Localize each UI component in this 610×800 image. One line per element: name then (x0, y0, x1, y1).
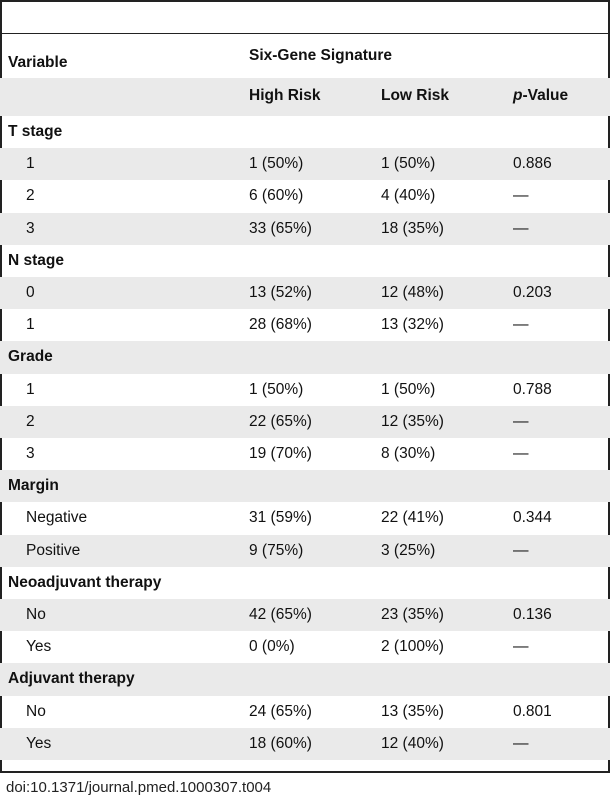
p-value-cell: — (513, 541, 529, 559)
section-title: Adjuvant therapy (8, 670, 135, 688)
row-label: Yes (26, 638, 52, 656)
high-risk-cell: 22 (65%) (249, 412, 312, 430)
high-risk-cell: 13 (52%) (249, 284, 312, 301)
p-value-cell: 0.801 (513, 702, 552, 720)
row-label: 2 (26, 412, 35, 430)
doi-caption: doi:10.1371/journal.pmed.1000307.t004 (6, 779, 272, 796)
table-row (0, 277, 610, 309)
header-high-risk: High Risk (249, 87, 321, 104)
high-risk-cell: 6 (60%) (249, 187, 304, 205)
header-low-risk: Low Risk (381, 87, 450, 104)
table-row (0, 180, 610, 212)
p-value-cell: — (513, 219, 529, 237)
table-row (0, 535, 610, 567)
table-row (0, 438, 610, 470)
low-risk-cell: 2 (100%) (381, 638, 444, 656)
low-risk-cell: 1 (50%) (381, 380, 436, 398)
p-value-cell: — (513, 445, 529, 462)
row-label: No (26, 702, 46, 720)
section-header-row (0, 663, 610, 695)
row-label: No (26, 606, 46, 623)
high-risk-cell: 1 (50%) (249, 155, 304, 173)
table-row (0, 309, 610, 341)
table-row (0, 406, 610, 438)
high-risk-cell: 1 (50%) (249, 380, 304, 398)
high-risk-cell: 33 (65%) (249, 219, 312, 237)
low-risk-cell: 1 (50%) (381, 155, 436, 173)
section-title: Grade (8, 348, 53, 366)
table-row (0, 213, 610, 245)
low-risk-cell: 3 (25%) (381, 541, 436, 559)
p-value-cell: — (513, 734, 529, 752)
table-row (0, 728, 610, 760)
table-row (0, 148, 610, 180)
section-header-row (0, 116, 610, 148)
section-title: T stage (8, 123, 63, 140)
low-risk-cell: 12 (40%) (381, 734, 444, 752)
low-risk-cell: 22 (41%) (381, 509, 444, 527)
low-risk-cell: 13 (32%) (381, 316, 444, 334)
row-label: 3 (26, 219, 35, 237)
table-row (0, 599, 610, 631)
low-risk-cell: 18 (35%) (381, 219, 444, 237)
table-row (0, 502, 610, 534)
high-risk-cell: 0 (0%) (249, 638, 295, 656)
row-label: 2 (26, 187, 35, 205)
high-risk-cell: 19 (70%) (249, 445, 312, 462)
p-value-cell: — (513, 187, 529, 205)
section-header-row (0, 245, 610, 277)
header-row-1 (0, 34, 610, 78)
table-row (0, 631, 610, 663)
header-p-italic: p (513, 87, 523, 104)
high-risk-cell: 28 (68%) (249, 316, 312, 334)
section-title: Neoadjuvant therapy (8, 573, 162, 591)
row-label: 3 (26, 445, 35, 462)
header-p-value (513, 87, 568, 105)
low-risk-cell: 8 (30%) (381, 445, 436, 462)
section-title: N stage (8, 251, 64, 269)
high-risk-cell: 9 (75%) (249, 541, 304, 559)
low-risk-cell: 23 (35%) (381, 606, 444, 623)
section-title: Margin (8, 477, 59, 495)
header-variable: Variable (8, 54, 68, 71)
p-value-cell: — (513, 638, 529, 656)
section-header-row (0, 470, 610, 502)
p-value-cell: 0.203 (513, 284, 552, 301)
high-risk-cell: 24 (65%) (249, 702, 312, 720)
table-top-rule (0, 0, 610, 2)
low-risk-cell: 4 (40%) (381, 187, 436, 205)
row-label: Positive (26, 541, 81, 559)
low-risk-cell: 12 (35%) (381, 412, 444, 430)
low-risk-cell: 13 (35%) (381, 702, 444, 720)
p-value-cell: 0.344 (513, 509, 552, 527)
section-header-row (0, 567, 610, 599)
p-value-cell: — (513, 412, 529, 430)
table-bottom-rule (0, 771, 610, 773)
row-label: 1 (26, 380, 35, 398)
table-row (0, 374, 610, 406)
p-value-cell: 0.136 (513, 606, 552, 623)
header-signature: Six-Gene Signature (249, 47, 392, 64)
low-risk-cell: 12 (48%) (381, 284, 444, 301)
high-risk-cell: 31 (59%) (249, 509, 312, 527)
row-label: 1 (26, 316, 35, 334)
high-risk-cell: 42 (65%) (249, 606, 312, 623)
high-risk-cell: 18 (60%) (249, 734, 312, 752)
table-row (0, 696, 610, 728)
row-label: Yes (26, 734, 52, 752)
header-row-2 (0, 78, 610, 116)
p-value-cell: — (513, 316, 529, 334)
p-value-cell: 0.788 (513, 380, 552, 398)
row-label: 0 (26, 284, 35, 301)
row-label: Negative (26, 509, 88, 527)
p-value-cell: 0.886 (513, 155, 552, 173)
row-label: 1 (26, 155, 35, 173)
section-header-row (0, 341, 610, 373)
header-p-rest: -Value (522, 87, 569, 104)
